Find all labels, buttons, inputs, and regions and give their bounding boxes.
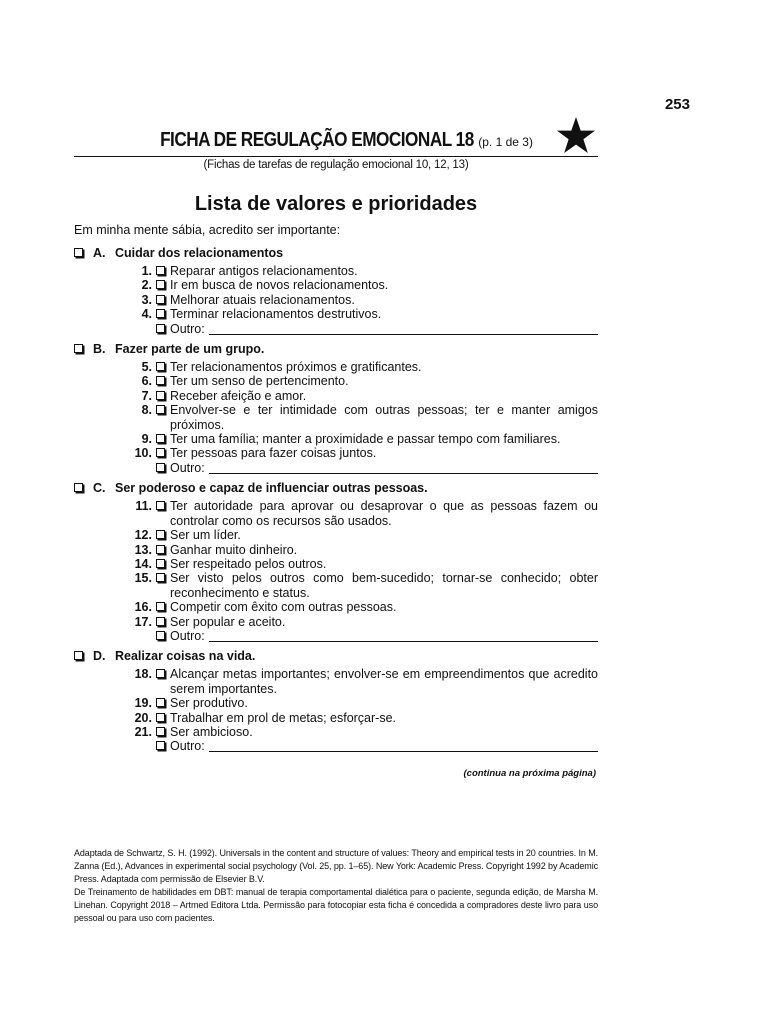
other-checkbox[interactable] [156, 631, 165, 640]
item-checkbox[interactable] [156, 362, 165, 371]
item-text: Ser ambicioso. [170, 724, 253, 739]
item-checkbox[interactable] [156, 602, 165, 611]
section-title: Cuidar dos relacionamentos [115, 245, 284, 260]
item-number: 13. [134, 542, 152, 557]
item-text: Ser visto pelos outros como bem-sucedido; tornar-se conhecido; obter reconhecimento e status. [170, 571, 598, 600]
item-number: 4. [141, 307, 152, 322]
section-d [74, 647, 598, 753]
item-text: Ganhar muito dinheiro. [170, 542, 298, 557]
values-sections [74, 244, 598, 758]
item-checkbox[interactable] [156, 573, 165, 582]
section-heading [74, 479, 598, 496]
item-checkbox[interactable] [156, 405, 165, 414]
section-c [74, 479, 598, 643]
item-checkbox[interactable] [156, 530, 165, 539]
item-number: 19. [134, 696, 152, 711]
item-checkbox[interactable] [156, 309, 165, 318]
list-item [74, 711, 598, 725]
page-part: (p. 1 de 3) [478, 135, 533, 149]
other-input-line[interactable] [209, 461, 598, 474]
worksheet-header [74, 126, 598, 157]
item-list [74, 360, 598, 475]
item-text: Ser um líder. [170, 528, 241, 543]
item-text: Envolver-se e ter intimidade com outras pessoas; ter e manter amigos próximos. [170, 403, 598, 432]
item-checkbox[interactable] [156, 669, 165, 678]
item-checkbox[interactable] [156, 391, 165, 400]
item-number: 21. [134, 724, 152, 739]
continue-note: (continua na próxima página) [463, 768, 596, 779]
other-row [74, 739, 598, 753]
item-number: 17. [134, 614, 152, 629]
item-text: Ser respeitado pelos outros. [170, 556, 327, 571]
list-item [74, 264, 598, 278]
list-item [74, 360, 598, 374]
intro-text: Em minha mente sábia, acredito ser importante: [74, 223, 341, 237]
section-letter: B. [93, 341, 106, 356]
worksheet-title: FICHA DE REGULAÇÃO EMOCIONAL 18 [160, 129, 474, 151]
list-title: Lista de valores e prioridades [194, 193, 478, 215]
item-number: 15. [134, 571, 152, 586]
other-input-line[interactable] [209, 322, 598, 335]
other-row [74, 461, 598, 475]
section-letter: A. [93, 245, 106, 260]
list-item [74, 696, 598, 710]
list-item [74, 446, 598, 460]
title-wrap [74, 129, 568, 152]
list-item [74, 600, 598, 614]
item-text: Ter autoridade para aprovar ou desaprovar o que as pessoas fazem ou controlar como os recursos são usados. [170, 499, 598, 528]
other-row [74, 322, 598, 336]
item-text: Ter relacionamentos próximos e gratificantes. [170, 360, 422, 375]
item-list [74, 264, 598, 336]
item-text: Ser produtivo. [170, 696, 248, 711]
item-number: 2. [141, 278, 152, 293]
other-label: Outro: [170, 321, 205, 336]
other-checkbox[interactable] [156, 741, 165, 750]
item-text: Melhorar atuais relacionamentos. [170, 292, 355, 307]
section-heading [74, 244, 598, 261]
item-number: 8. [141, 403, 152, 418]
item-number: 16. [134, 600, 152, 615]
list-item [74, 571, 598, 600]
list-item [74, 725, 598, 739]
item-checkbox[interactable] [156, 727, 165, 736]
item-checkbox[interactable] [156, 559, 165, 568]
item-checkbox[interactable] [156, 545, 165, 554]
list-item [74, 293, 598, 307]
item-text: Ter uma família; manter a proximidade e passar tempo com familiares. [170, 432, 561, 447]
footer-source: Adaptada de Schwartz, S. H. (1992). Universals in the content and structure of values: Theory and empirical tests in 20 countries. In M. Zanna (Ed.), Advances in experimental social psychology (Vol. 25, pp. 1–65). New York: Academic Press. Copyright 1992 by Academic Press. Adaptada com permissão de Elsevier B.V. [74, 848, 599, 884]
section-letter: D. [93, 648, 106, 663]
other-row [74, 629, 598, 643]
star-icon [556, 116, 596, 156]
item-checkbox[interactable] [156, 295, 165, 304]
other-label: Outro: [170, 460, 205, 475]
item-text: Terminar relacionamentos destrutivos. [170, 307, 382, 322]
item-list [74, 499, 598, 643]
item-checkbox[interactable] [156, 448, 165, 457]
item-text: Ter pessoas para fazer coisas juntos. [170, 446, 377, 461]
section-title: Ser poderoso e capaz de influenciar outras pessoas. [115, 480, 428, 495]
item-checkbox[interactable] [156, 376, 165, 385]
item-text: Ter um senso de pertencimento. [170, 374, 349, 389]
item-checkbox[interactable] [156, 698, 165, 707]
page-number: 253 [664, 96, 690, 113]
item-number: 10. [134, 446, 152, 461]
item-checkbox[interactable] [156, 434, 165, 443]
section-heading [74, 647, 598, 664]
list-item [74, 528, 598, 542]
list-item [74, 278, 598, 292]
other-input-line[interactable] [209, 739, 598, 752]
other-input-line[interactable] [209, 629, 598, 642]
item-text: Alcançar metas importantes; envolver-se em empreendimentos que acredito serem importantes. [170, 667, 598, 696]
worksheet-subtitle: (Fichas de tarefas de regulação emocional 10, 12, 13) [203, 159, 469, 171]
item-checkbox[interactable] [156, 266, 165, 275]
item-number: 6. [141, 374, 152, 389]
section-checkbox[interactable] [74, 248, 83, 257]
section-title: Realizar coisas na vida. [115, 648, 256, 663]
item-number: 12. [134, 528, 152, 543]
item-list [74, 667, 598, 753]
list-item [74, 557, 598, 571]
item-text: Ser popular e aceito. [170, 614, 286, 629]
other-checkbox[interactable] [156, 324, 165, 333]
footer-credits [74, 847, 598, 926]
list-item [74, 499, 598, 528]
item-checkbox[interactable] [156, 617, 165, 626]
section-heading [74, 340, 598, 357]
section-checkbox[interactable] [74, 651, 83, 660]
section-a [74, 244, 598, 336]
list-item [74, 307, 598, 321]
item-number: 3. [141, 292, 152, 307]
list-item [74, 389, 598, 403]
item-checkbox[interactable] [156, 501, 165, 510]
item-text: Competir com êxito com outras pessoas. [170, 600, 397, 615]
section-title: Fazer parte de um grupo. [115, 341, 265, 356]
item-text: Ir em busca de novos relacionamentos. [170, 278, 389, 293]
section-b [74, 340, 598, 475]
list-item [74, 403, 598, 432]
section-checkbox[interactable] [74, 483, 83, 492]
list-item [74, 543, 598, 557]
item-checkbox[interactable] [156, 713, 165, 722]
other-checkbox[interactable] [156, 463, 165, 472]
item-number: 7. [141, 388, 152, 403]
other-label: Outro: [170, 739, 205, 754]
item-number: 20. [134, 710, 152, 725]
item-number: 9. [141, 432, 152, 447]
list-item [74, 432, 598, 446]
item-number: 18. [134, 667, 152, 682]
list-item [74, 667, 598, 696]
section-checkbox[interactable] [74, 344, 83, 353]
item-text: Reparar antigos relacionamentos. [170, 264, 358, 278]
item-text: Receber afeição e amor. [170, 388, 307, 403]
item-number: 1. [141, 264, 152, 278]
list-item [74, 374, 598, 388]
list-item [74, 615, 598, 629]
item-number: 5. [141, 360, 152, 375]
item-text: Trabalhar em prol de metas; esforçar-se. [170, 710, 397, 725]
item-number: 11. [135, 499, 152, 514]
section-letter: C. [93, 480, 106, 495]
item-checkbox[interactable] [156, 280, 165, 289]
item-number: 14. [134, 556, 152, 571]
footer-copyright: De Treinamento de habilidades em DBT: manual de terapia comportamental dialética para o paciente, segunda edição, de Marsha M. Linehan. Copyright 2018 – Artmed Editora Ltda. Permissão para fotocopiar esta ficha é concedida a compradores deste livro para uso pessoal ou para uso com pacientes. [74, 887, 598, 923]
other-label: Outro: [170, 628, 205, 643]
